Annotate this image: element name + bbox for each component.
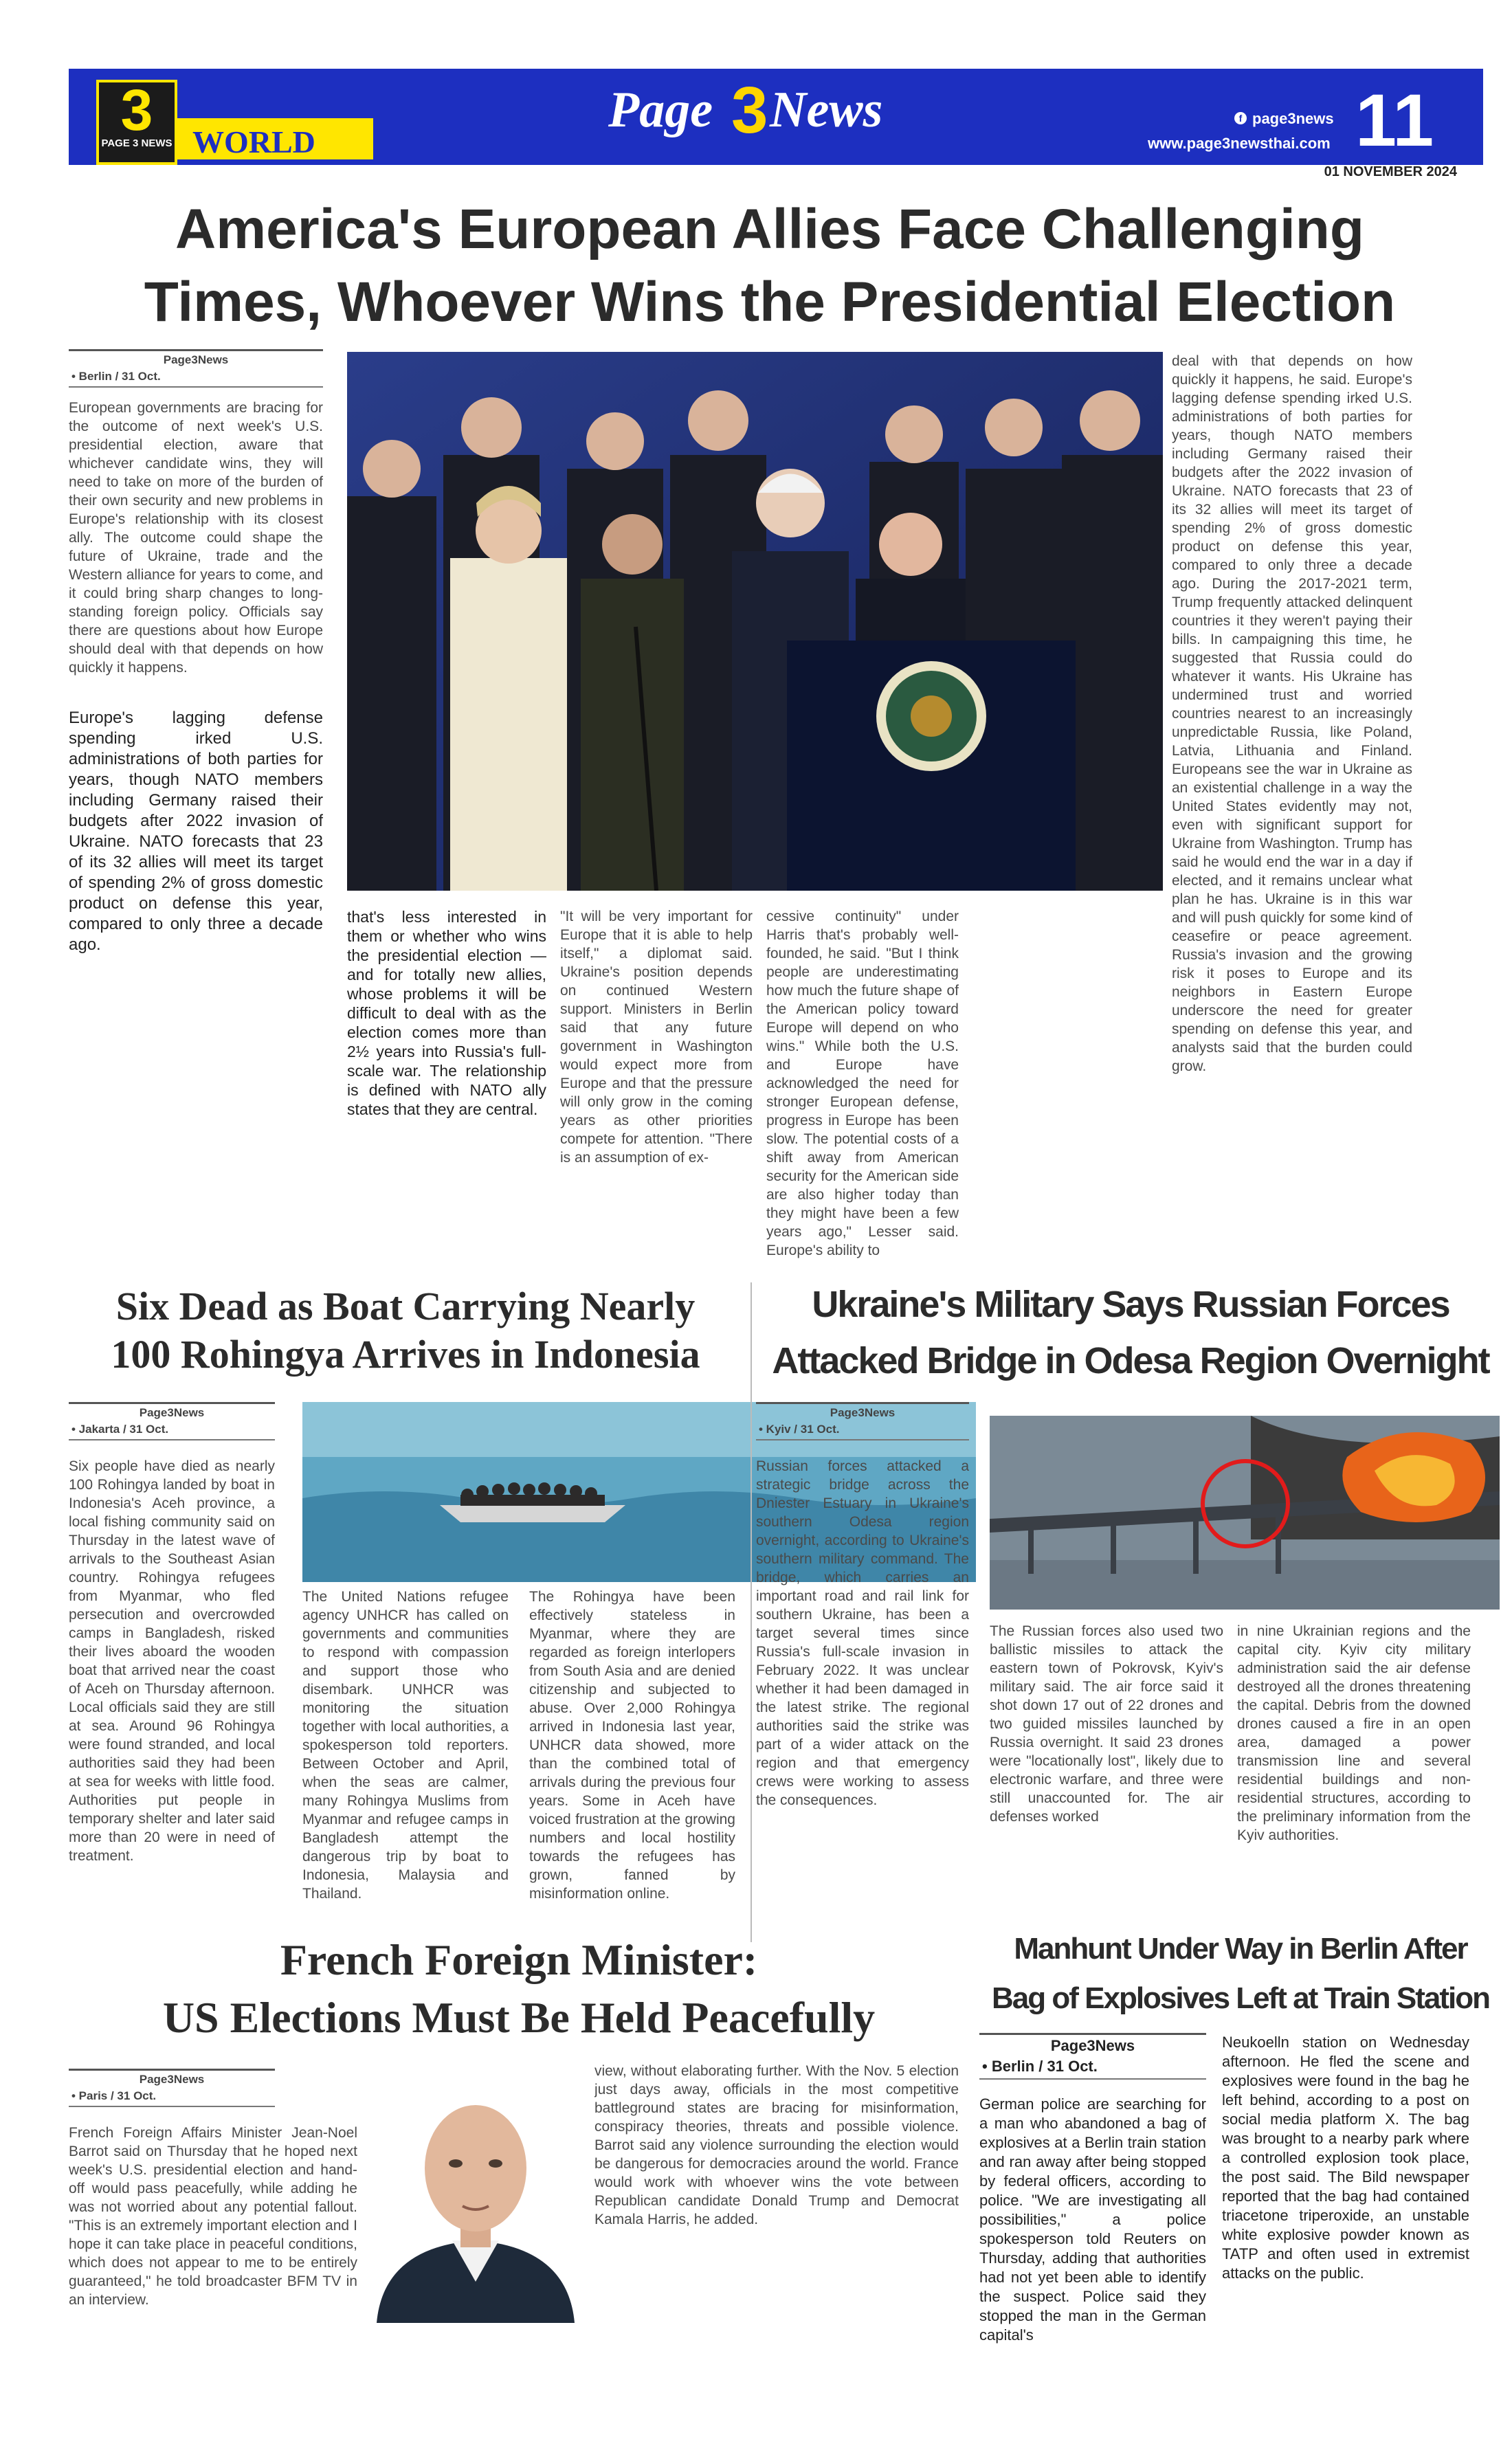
byline-location: • Berlin / 31 Oct. xyxy=(982,2058,1098,2075)
byline-location: • Berlin / 31 Oct. xyxy=(71,370,161,383)
byline-source: Page3News xyxy=(1050,2037,1135,2054)
lead-column-1b: Europe's lagging defense spending irked U.S. administrations of both parties for years, though NATO members including Germany raised their budgets after 2022 invasion of Ukraine. NATO forecasts that 23 of its 32 allies will meet its target of spending 2% of gross domestic product on defense this year, compared to only three a decade ago. xyxy=(69,709,323,954)
bridge-byline xyxy=(756,1402,969,1440)
photo-french-minister xyxy=(370,2076,581,2323)
lead-headline-line-1: America's European Allies Face Challenging xyxy=(175,198,1364,260)
lead-byline xyxy=(69,349,323,388)
white-jacket-figure xyxy=(450,558,567,891)
byline-location: • Paris / 31 Oct. xyxy=(71,2089,157,2102)
manhunt-byline xyxy=(979,2033,1206,2080)
bridge-headline-line-2: Attacked Bridge in Odesa Region Overnight xyxy=(772,1340,1489,1381)
boat-headline-line-1: Six Dead as Boat Carrying Nearly xyxy=(115,1284,696,1328)
bridge-column-1: Russian forces attacked a strategic bridge across the Dniester Estuary in Ukraine's southern Odesa region overnight, according to Ukraine's southern military command. The bridge, which carries an important road and rail link for southern Ukraine, has been a target several times since Russia's full-scale invasion in February 2022. It was unclear whether it had been damaged in the latest strike. The regional authorities said the strike was part of a wider attack on the region and that emergency crews were working to assess the consequences. xyxy=(756,1458,969,1808)
manhunt-column-1: German police are searching for a man who abandoned a bag of explosives at a Berlin train station and ran away after being stopped by federal officers, according to police. "We are investigating all possibilities," a police spokesperson told Reuters on Thursday, adding that authorities had not yet been able to identify the suspect. Police said they stopped the man in the German capital's xyxy=(979,2095,1206,2344)
byline-source: Page3News xyxy=(830,1406,896,1419)
photo-burning-bridge xyxy=(990,1416,1500,1610)
byline-location: • Jakarta / 31 Oct. xyxy=(71,1423,169,1436)
lead-column-4: cessive continuity" under Harris that's probably well-founded, he said. "But I think people are underestimating how much the future shape of the American policy toward Europe will depend on who wins." While both the U.S. and Europe have acknowledged the need for stronger European defense, progress in Europe has been slow. The potential costs of a shift away from American security for the American side are also higher today than they might have been a few years ago," Lesser said. Europe's ability to xyxy=(766,909,959,1258)
logo-subtitle: PAGE 3 NEWS xyxy=(101,137,173,149)
lead-column-5: deal with that depends on how quickly it happens, he said. Europe's lagging defense spending irked U.S. administrations of both parties for years, though NATO members including Germany raised their budgets after the 2022 invasion of Ukraine. NATO forecasts that 23 of its 32 allies will meet its target of spending 2% of gross domestic product on defense this year, compared to only three a decade ago. During the 2017-2021 term, Trump frequently attacked delinquent countries it they weren't paying their bills. In campaigning this time, he suggested that Russia could do whatever it wants. His Ukraine has undermined trust and worried countries nearest to an increasingly unpredictable Russia, like Poland, Latvia, Lithuania and Finland. Europeans see the war in Ukraine as an existential challenge in a way the United States evidently may not, even with significant support for Ukraine from Washington. Trump has said he would end the war in a day if elected, and it remains unclear what plan he has. Ukraine is in this war and will push quickly for some kind of ceasefire or peace agreement. Russia's invasion and the growing risk it poses to Europe and its neighbors in Eastern Europe underscore the need for greater spending on defense this year, and analysts said that the burden could grow. xyxy=(1172,353,1412,1074)
logo-number: 3 xyxy=(120,78,153,142)
byline-source: Page3News xyxy=(139,2073,205,2086)
brand-title-prefix: Page xyxy=(608,82,713,138)
photo-world-leaders xyxy=(347,352,1163,891)
minister-illustration xyxy=(370,2076,581,2323)
lead-column-3: "It will be very important for Europe that it is able to help itself," a diplomat said. Ukraine's position depends on continued Western support. Ministers in Berlin said that any future government in Washington would expect more from Europe and that the pressure will only grow in the coming years as other priorities compete for attention. "There is an assumption of ex- xyxy=(560,909,753,1166)
bridge-column-2: The Russian forces also used two ballistic missiles to attack the eastern town of Pokrovsk, Kyiv's military said. The air force said it shot down 17 out of 22 drones and two guided missiles launched by Russia overnight. It said 23 drones were "locationally lost", likely due to electronic warfare, and three were still unaccounted for. The air defenses worked xyxy=(990,1623,1223,1825)
manhunt-headline-line-1: Manhunt Under Way in Berlin After xyxy=(1014,1932,1467,1966)
lead-column-2: that's less interested in them or whether who wins the presidential election — and for totally new allies, whose problems it will be difficult to deal with as the election comes more than 2½ years into Russia's full-scale war. The relationship is defined with NATO ally states that they are central. xyxy=(347,908,546,1118)
manhunt-headline-line-2: Bag of Explosives Left at Train Station xyxy=(992,1981,1489,2015)
issue-date: 01 NOVEMBER 2024 xyxy=(1196,162,1457,180)
facebook-icon: f xyxy=(1234,112,1247,124)
bridge-illustration xyxy=(990,1416,1500,1610)
minister-byline xyxy=(69,2069,275,2107)
brand-title-suffix: News xyxy=(770,82,883,138)
minister-headline-line-2: US Elections Must Be Held Peacefully xyxy=(162,1993,876,2042)
minister-column-2: view, without elaborating further. With the Nov. 5 election just days away, officials in the most competitive battleground states are bracing for misinformation, conspiracy theories, threats and possible violence. Barrot said any violence surrounding the election would be dangerous for democracies around the world. France would work with whoever wins the vote between Republican candidate Donald Trump and Democrat Kamala Harris, he added. xyxy=(594,2063,959,2227)
manhunt-column-2: Neukoelln station on Wednesday afternoon. He fled the scene and explosives were found in the bag he left behind, according to a post on social media platform X. The bag was brought to a nearby park where a controlled explosion took place, the post said. The Bild newspaper reported that the bag had contained triacetone triperoxide, an unstable white explosive powder known as TATP and often used in extremist attacks on the public. xyxy=(1222,2034,1469,2282)
boat-byline xyxy=(69,1402,275,1440)
minister-column-1: French Foreign Affairs Minister Jean-Noel Barrot said on Thursday that he hoped next week's U.S. presidential election and hand-off would pass peacefully, while adding he was not worried about any potential fallout. "This is an extremely important election and I hope it can take place in peaceful conditions, which does not appear to me to be entirely guaranteed," he told broadcaster BFM TV in an interview. xyxy=(69,2125,357,2308)
lead-column-1: European governments are bracing for the outcome of next week's U.S. presidential election, aware that whichever candidate wins, they will need to take on more of the burden of their own security and new problems in Europe's relationship with its closest ally. The outcome could shape the future of Ukraine, trade and the Western alliance for years to come, and it could bring sharp changes to long-standing foreign policy. Officials say there are questions about how Europe should deal with that depends on how quickly it happens. xyxy=(69,400,323,676)
boat-column-2: The United Nations refugee agency UNHCR has called on governments and communities to respond with compassion and support those who disembark. UNHCR was monitoring the situation together with local authorities, a spokesperson told reporters. Between October and April, when the seas are calmer, many Rohingya Muslims from Myanmar and refugee camps in Bangladesh attempt the dangerous trip by boat to Indonesia, Malaysia and Thailand. xyxy=(302,1589,509,1902)
brand-title-number: 3 xyxy=(731,74,768,147)
boat-column-3: The Rohingya have been effectively stateless in Myanmar, where they are regarded as foreign interlopers from South Asia and are denied citizenship and subjected to abuse. Over 2,000 Rohingya arrived in Indonesia last year, UNHCR data showed, more than the combined total of arrivals during the previous four years. Some in Aceh have voiced frustration at the growing numbers and local hostility towards the refugees has grown, fanned by misinformation online. xyxy=(529,1589,735,1902)
byline-source: Page3News xyxy=(139,1406,205,1419)
lead-headline-line-2: Times, Whoever Wins the Presidential Election xyxy=(144,271,1396,333)
bridge-headline-line-1: Ukraine's Military Says Russian Forces xyxy=(812,1284,1449,1325)
byline-location: • Kyiv / 31 Oct. xyxy=(759,1423,840,1436)
social-handle: page3news xyxy=(1252,110,1334,127)
bridge-column-3: in nine Ukrainian regions and the capital city. Kyiv city military administration said the air defense destroyed all the drones threatening the capital. Debris from the downed drones caused a fire in an open area, damaged a power transmission line and several residential buildings and non-residential structures, according to the preliminary information from the Kyiv authorities. xyxy=(1237,1623,1471,1843)
page-number: 11 xyxy=(1355,78,1434,162)
boat-column-1: Six people have died as nearly 100 Rohingya landed by boat in Indonesia's Aceh province, a local fishing community said on Thursday in the latest wave of arrivals to the Southeast Asian country. Rohingya refugees from Myanmar, who fled persecution and overcrowded camps in Bangladesh, risked their lives aboard the wooden boat that arrived near the coast of Aceh on Thursday afternoon. Local officials said they are still at sea. Around 96 Rohingya were found stranded, and local authorities said they had been at sea for weeks with little food. Authorities put people in temporary shelter and later said more than 20 were in need of treatment. xyxy=(69,1458,275,1864)
section-label: WORLD xyxy=(192,124,315,159)
byline-source: Page3News xyxy=(163,353,229,366)
column-divider xyxy=(751,1282,752,1942)
website-url: www.page3newsthai.com xyxy=(1148,135,1331,152)
boat-headline-line-2: 100 Rohingya Arrives in Indonesia xyxy=(111,1332,700,1377)
leaders-illustration xyxy=(347,352,1163,891)
minister-headline-line-1: French Foreign Minister: xyxy=(280,1935,758,1984)
